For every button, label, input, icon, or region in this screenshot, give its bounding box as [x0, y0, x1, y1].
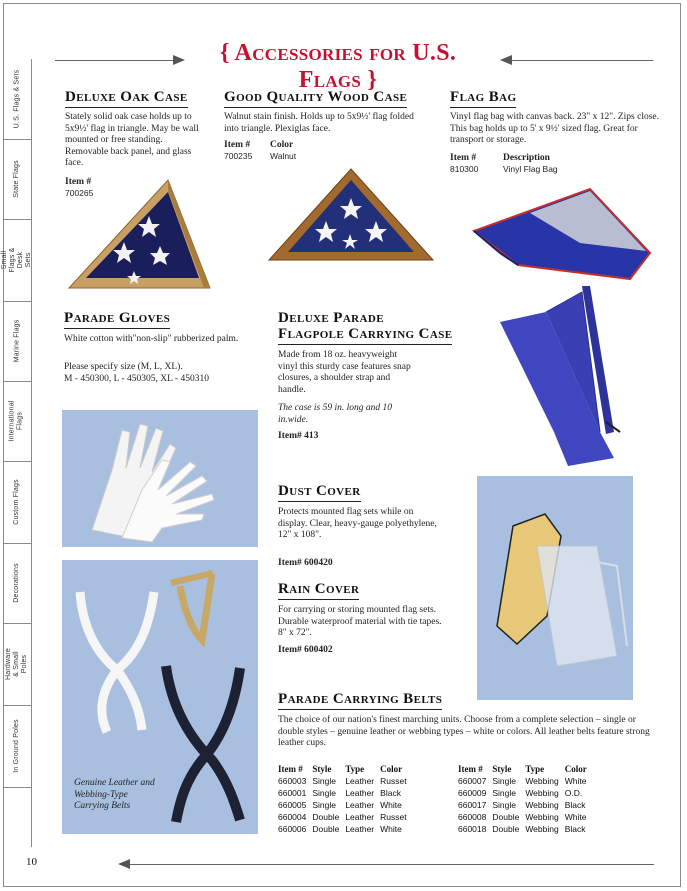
cell: 660001: [278, 788, 307, 798]
gloves-photo: [62, 410, 258, 547]
table-row: [458, 799, 593, 811]
belts-caption: Genuine Leather and Webbing-Type Carrying Belts: [74, 778, 155, 811]
wood-case-item: 700235: [224, 151, 253, 161]
table-row: [458, 787, 593, 799]
cell: Webbing: [525, 812, 559, 822]
section-sidebar: [3, 59, 32, 847]
cell: 660003: [278, 776, 307, 786]
dust-cover-photo: [477, 476, 633, 700]
table-row: [278, 799, 413, 811]
cell: Russet: [380, 776, 407, 786]
cell: 660009: [458, 788, 487, 798]
col-item: Item #: [458, 764, 483, 774]
col-type: Type: [525, 764, 545, 774]
table-header: [278, 764, 413, 775]
sidebar-label: Hardware & Small Poles: [5, 648, 29, 680]
flag-bag-item-label: Item #: [450, 153, 477, 163]
cell: Black: [564, 824, 586, 834]
wood-case-item-label: Item #: [224, 140, 251, 150]
col-style: Style: [312, 764, 332, 774]
cell: Black: [564, 800, 586, 810]
cell: Double: [312, 824, 340, 834]
flag-bag-desc-label: Description: [503, 153, 550, 163]
oak-case-item-label: Item #: [65, 177, 92, 187]
sidebar-item-in-ground-poles[interactable]: [3, 705, 31, 788]
wood-case-color: Walnut: [270, 151, 297, 161]
col-type: Type: [345, 764, 365, 774]
oak-case-desc: Stately solid oak case holds up to 5x9½' flag in triangle. May be wall mounted or free standing. Removable back panel, and glass face.: [65, 112, 199, 168]
gloves-title: Parade Gloves: [64, 310, 170, 329]
carrying-case-title-2: Flagpole Carrying Case: [278, 326, 452, 345]
sidebar-label: International Flags: [9, 400, 25, 442]
cell: Single: [312, 788, 337, 798]
table-row: [278, 787, 413, 799]
table-row: [278, 823, 413, 835]
flag-bag-item: 810300: [450, 164, 479, 174]
arrow-left-icon: [500, 55, 512, 65]
cell: 660018: [458, 824, 487, 834]
carrying-case-item: Item# 413: [278, 431, 319, 441]
sidebar-label: In Ground Poles: [13, 719, 20, 773]
sidebar-label: Marine Flags: [13, 319, 21, 363]
flag-bag-photo: [470, 183, 656, 285]
cell: 660004: [278, 812, 307, 822]
cell: Webbing: [525, 824, 559, 834]
oak-case-photo: [64, 176, 214, 291]
sidebar-label: Decorations: [13, 563, 20, 603]
rain-cover-desc: For carrying or storing mounted flag sets. Durable waterproof material with tie tapes. 8" x 72".: [278, 605, 442, 638]
sidebar-item-decorations[interactable]: [3, 543, 31, 624]
table-header: [458, 764, 593, 775]
table-row: [278, 811, 413, 823]
title-rule-right: [508, 60, 653, 61]
cell: O.D.: [564, 788, 583, 798]
sidebar-item-hardware[interactable]: [3, 623, 31, 706]
sidebar-label: U.S. Flags & Sets: [13, 69, 20, 129]
cell: 660006: [278, 824, 307, 834]
cell: White: [564, 812, 587, 822]
sidebar-label: Small Flags & Desk Sets: [1, 247, 32, 273]
cell: 660005: [278, 800, 307, 810]
table-row: [278, 775, 413, 787]
wood-case-photo: [266, 166, 436, 263]
wood-case-desc: Walnut stain finish. Holds up to 5x9½' flag folded into triangle. Plexiglas face.: [224, 112, 414, 134]
cell: Single: [492, 800, 517, 810]
gloves-size-note: Please specify size (M, L, XL).: [64, 362, 183, 372]
sidebar-item-us-flags[interactable]: [3, 59, 31, 140]
gloves-sizes: M - 450300, L - 450305, XL - 450310: [64, 374, 209, 384]
cell: 660007: [458, 776, 487, 786]
sidebar-item-marine-flags[interactable]: [3, 301, 31, 382]
wood-case-color-label: Color: [270, 140, 294, 150]
carrying-case-desc: Made from 18 oz. heavyweight vinyl this sturdy case features snap closures, a shoulder strap and handle.: [278, 350, 411, 395]
table-row: [458, 823, 593, 835]
carrying-case-size: The case is 59 in. long and 10 in.wide.: [278, 403, 392, 425]
rain-cover-item: Item# 600402: [278, 645, 333, 655]
arrow-right-icon: [173, 55, 185, 65]
sidebar-label: Custom Flags: [13, 479, 20, 525]
cell: Webbing: [525, 788, 559, 798]
sidebar-item-small-flags[interactable]: [3, 219, 31, 302]
page-number: 10: [26, 856, 37, 868]
cell: Leather: [345, 788, 375, 798]
cell: Double: [492, 812, 520, 822]
title-rule-left: [55, 60, 180, 61]
cell: 660008: [458, 812, 487, 822]
belts-desc: The choice of our nation's finest marching units. Choose from a complete selection – single or double styles – genuine leather or webbing types – white or colors. All leather belts feature strong leather cups.: [278, 715, 650, 748]
sidebar-item-international-flags[interactable]: [3, 381, 31, 462]
flag-bag-description: Vinyl Flag Bag: [503, 164, 558, 174]
oak-case-item: 700265: [65, 188, 94, 198]
cell: Black: [380, 788, 401, 798]
flag-bag-desc: Vinyl flag bag with canvas back. 23" x 12". Zips close. This bag holds up to 5' x 9½' sized flag. Great for transport or storage.: [450, 112, 660, 145]
carrying-case-photo: [496, 282, 632, 468]
cell: Single: [492, 788, 517, 798]
cell: Russet: [380, 812, 407, 822]
cell: Single: [312, 800, 337, 810]
dust-cover-desc: Protects mounted flag sets while on display. Clear, heavy-gauge polyethylene, 12" x 108".: [278, 507, 437, 540]
rain-cover-title: Rain Cover: [278, 581, 359, 600]
dust-cover-title: Dust Cover: [278, 483, 361, 502]
arrow-left-icon: [118, 859, 130, 869]
belts-title: Parade Carrying Belts: [278, 691, 442, 710]
page-title: { Accessories for U.S. Flags }: [219, 40, 457, 93]
cell: Leather: [345, 824, 375, 834]
cell: Webbing: [525, 800, 559, 810]
cell: 660017: [458, 800, 487, 810]
dust-cover-item: Item# 600420: [278, 558, 333, 568]
cell: Single: [492, 776, 517, 786]
cell: White: [380, 824, 402, 834]
wood-case-title: Good Quality Wood Case: [224, 89, 407, 108]
table-row: [458, 775, 593, 787]
cell: Double: [312, 812, 340, 822]
col-color: Color: [564, 764, 587, 774]
carrying-case-title-1: Deluxe Parade: [278, 310, 384, 326]
cell: Leather: [345, 776, 375, 786]
oak-case-title: Deluxe Oak Case: [65, 89, 188, 108]
sidebar-label: State Flags: [13, 160, 21, 198]
col-style: Style: [492, 764, 512, 774]
cell: Leather: [345, 812, 375, 822]
cell: Single: [312, 776, 337, 786]
belts-table-right: [458, 764, 593, 835]
cell: Webbing: [525, 776, 559, 786]
col-color: Color: [380, 764, 403, 774]
footer-rule: [128, 864, 654, 865]
flag-bag-title: Flag Bag: [450, 89, 516, 108]
cell: Double: [492, 824, 520, 834]
sidebar-item-state-flags[interactable]: [3, 139, 31, 220]
cell: White: [380, 800, 402, 810]
cell: White: [564, 776, 587, 786]
belts-table-left: [278, 764, 413, 835]
sidebar-item-custom-flags[interactable]: [3, 461, 31, 544]
col-item: Item #: [278, 764, 303, 774]
gloves-desc: White cotton with"non-slip" rubberized palm.: [64, 334, 239, 344]
cell: Leather: [345, 800, 375, 810]
table-row: [458, 811, 593, 823]
